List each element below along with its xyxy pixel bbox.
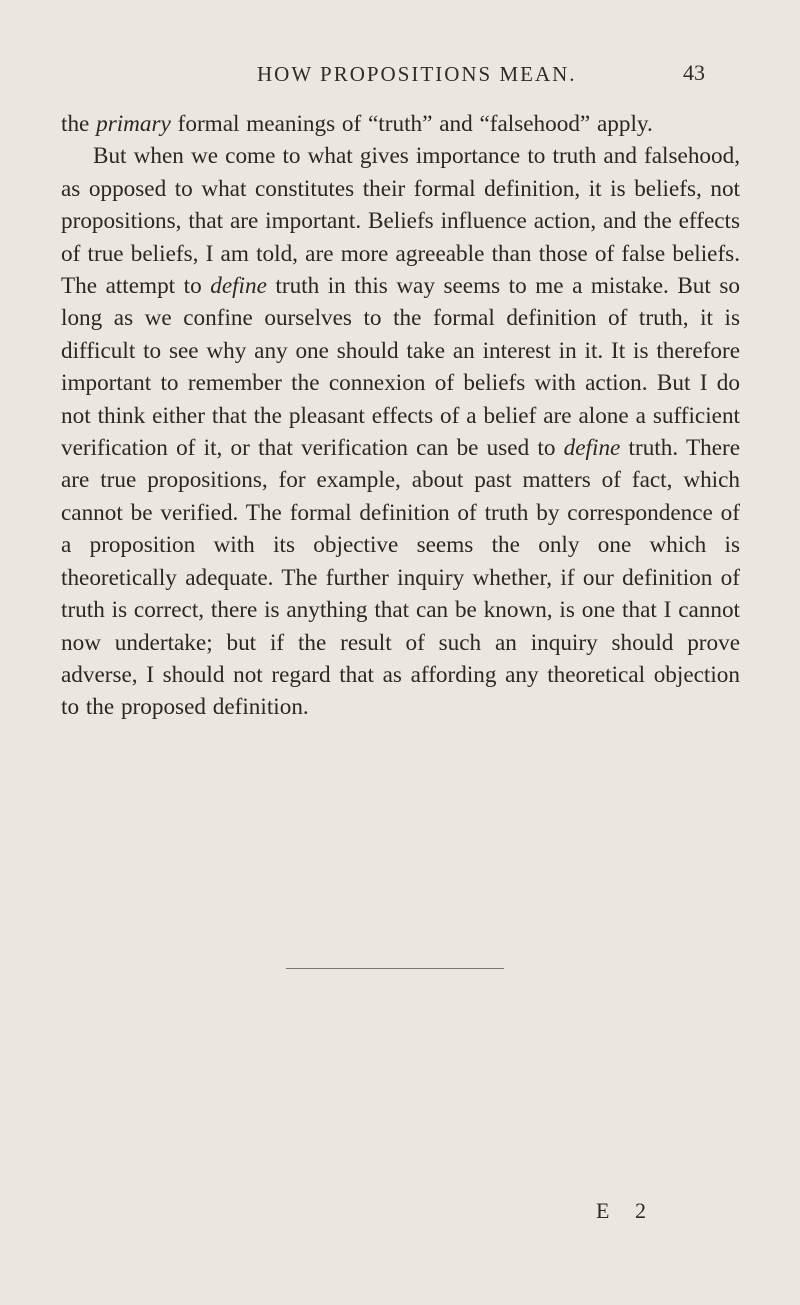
- italic-text: define: [563, 435, 621, 462]
- body-text: [61, 108, 740, 724]
- paragraph-1: [61, 108, 740, 140]
- text-run: truth in this way seems to me a mistake. But so long as we confine ourselves to the formal definition of truth, it is difficult to see why any one should take an interest in it. It is therefore important to remember the connexion of beliefs with action. But I do not think either that the pleasant effects of a belief are alone a sufficient verification of it, or that verification can be used to: [61, 273, 740, 462]
- paragraph-2: [61, 140, 740, 723]
- section-rule: [286, 968, 504, 969]
- text-run: formal meanings of “truth” and “falsehood” apply.: [170, 111, 653, 137]
- text-run: truth. There are true propositions, for example, about past matters of fact, which cannot be verified. The formal definition of truth by correspondence of a proposition with its objective seems the only one which is theoretically adequate. The further inquiry whether, if our definition of truth is correct, there is anything that can be known, is one that I cannot now undertake; but if the result of such an inquiry should prove adverse, I should not regard that as affording any theoretical objection to the proposed definition.: [61, 435, 741, 721]
- signature-mark: E 2: [596, 1198, 656, 1223]
- italic-text: primary: [96, 111, 171, 137]
- italic-text: define: [210, 273, 267, 300]
- text-run: the: [61, 111, 97, 137]
- running-head: HOW PROPOSITIONS MEAN.: [257, 62, 577, 86]
- text-run: But when we come to what gives importance to truth and falsehood, as opposed to what constitutes their formal definition, it is beliefs, not propositions, that are important. Beliefs influence action, and the effects of true beliefs, I am told, are more agreeable than those of false beliefs. The attempt to: [61, 143, 740, 300]
- page-number: 43: [683, 60, 705, 85]
